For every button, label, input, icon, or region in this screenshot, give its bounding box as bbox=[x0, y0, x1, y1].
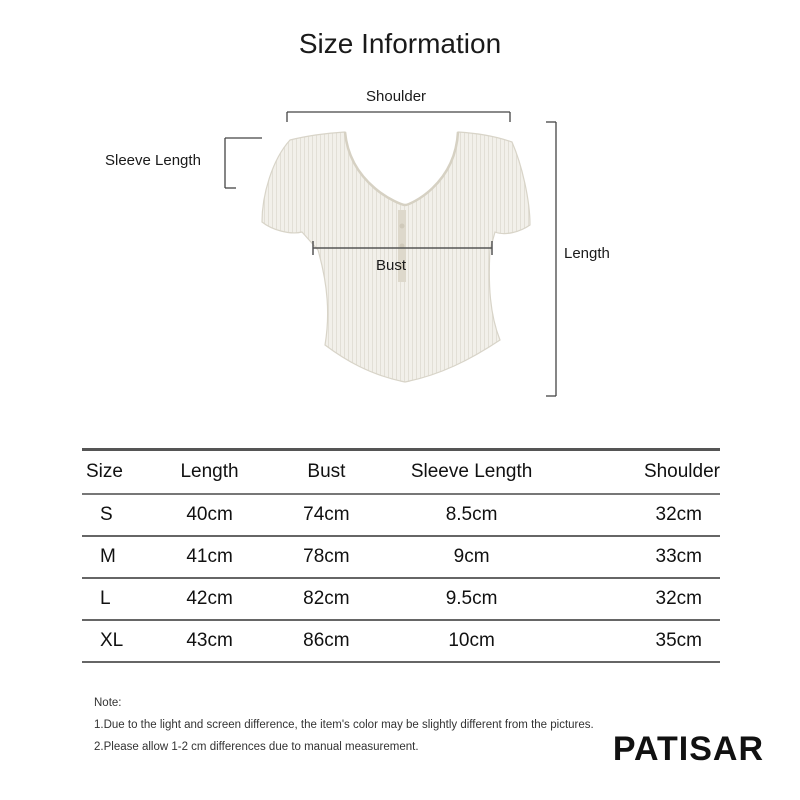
table-row bbox=[82, 536, 720, 578]
length-measure-line bbox=[546, 122, 556, 396]
table-header-row bbox=[82, 450, 720, 495]
header-size: Size bbox=[82, 450, 150, 495]
note-line-2: 2.Please allow 1-2 cm differences due to manual measurement. bbox=[94, 741, 419, 753]
header-shoulder: Shoulder bbox=[560, 450, 720, 495]
cell-shoulder: 32cm bbox=[560, 578, 720, 620]
cell-length: 40cm bbox=[150, 494, 270, 536]
bust-label: Bust bbox=[376, 257, 407, 274]
note-heading: Note: bbox=[94, 697, 122, 709]
cell-sleeve-length: 9cm bbox=[383, 536, 560, 578]
cell-bust: 82cm bbox=[270, 578, 384, 620]
sleeve-length-label: Sleeve Length bbox=[105, 152, 201, 169]
cell-bust: 74cm bbox=[270, 494, 384, 536]
brand-logo-text: PATISAR bbox=[612, 730, 764, 768]
shoulder-measure-line bbox=[287, 112, 510, 122]
cell-bust: 86cm bbox=[270, 620, 384, 662]
length-label: Length bbox=[564, 245, 610, 262]
cell-shoulder: 33cm bbox=[560, 536, 720, 578]
cell-size: XL bbox=[82, 620, 150, 662]
cell-size: M bbox=[82, 536, 150, 578]
shoulder-label: Shoulder bbox=[366, 88, 427, 105]
header-bust: Bust bbox=[270, 450, 384, 495]
size-chart-table bbox=[82, 448, 720, 663]
cell-bust: 78cm bbox=[270, 536, 384, 578]
cell-sleeve-length: 10cm bbox=[383, 620, 560, 662]
cell-sleeve-length: 8.5cm bbox=[383, 494, 560, 536]
table-row bbox=[82, 578, 720, 620]
cell-sleeve-length: 9.5cm bbox=[383, 578, 560, 620]
header-length: Length bbox=[150, 450, 270, 495]
cell-length: 42cm bbox=[150, 578, 270, 620]
table-row bbox=[82, 620, 720, 662]
page-title: Size Information bbox=[298, 28, 502, 59]
table-row bbox=[82, 494, 720, 536]
cell-length: 43cm bbox=[150, 620, 270, 662]
cell-shoulder: 32cm bbox=[560, 494, 720, 536]
cell-size: L bbox=[82, 578, 150, 620]
cell-length: 41cm bbox=[150, 536, 270, 578]
note-line-1: 1.Due to the light and screen difference, the item's color may be slightly different from the pictures. bbox=[94, 719, 594, 731]
sleeve-length-measure-line bbox=[225, 138, 262, 188]
cell-shoulder: 35cm bbox=[560, 620, 720, 662]
header-sleeve-length: Sleeve Length bbox=[383, 450, 560, 495]
cell-size: S bbox=[82, 494, 150, 536]
